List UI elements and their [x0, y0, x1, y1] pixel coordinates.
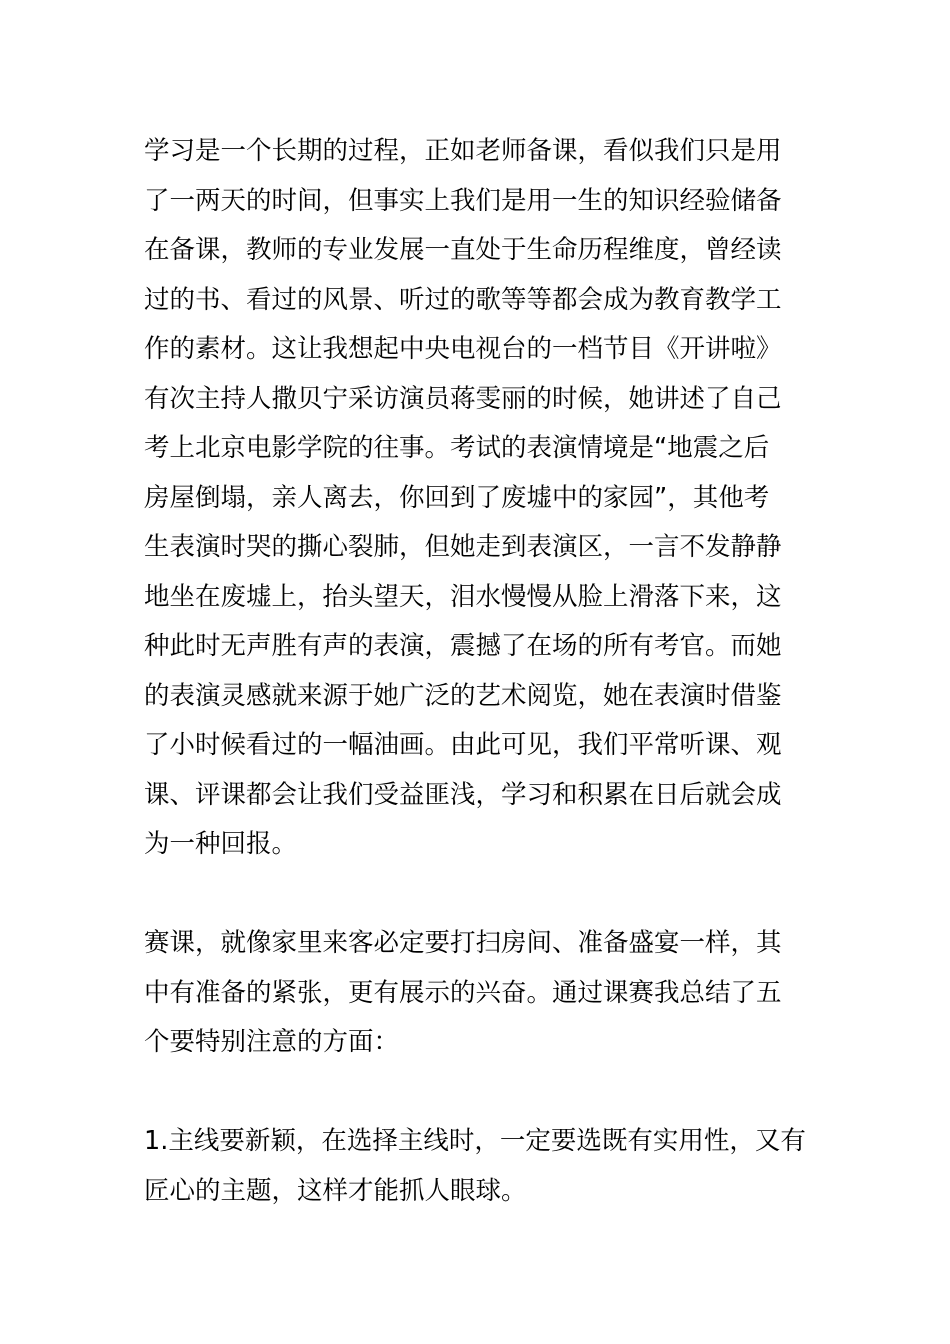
text-line: 的表演灵感就来源于她广泛的艺术阅览，她在表演时借鉴 — [144, 680, 782, 711]
text-line: 房屋倒塌，亲人离去，你回到了废墟中的家园”，其他考 — [144, 482, 770, 513]
text-line: 考上北京电影学院的往事。考试的表演情境是“地震之后 — [144, 433, 770, 463]
paragraph-point-1 — [144, 1117, 808, 1216]
text-line: 过的书、看过的风景、听过的歌等等都会成为教育教学工 — [144, 284, 782, 315]
document-body — [144, 127, 808, 1216]
paragraph-competition — [144, 919, 808, 1068]
paragraph-spacer — [144, 1068, 808, 1118]
text-line: 课、评课都会让我们受益匪浅，学习和积累在日后就会成 — [144, 779, 782, 810]
text-line: 了一两天的时间，但事实上我们是用一生的知识经验储备 — [144, 185, 782, 216]
text-line: 生表演时哭的撕心裂肺，但她走到表演区，一言不发静静 — [144, 532, 782, 562]
text-line: 作的素材。这让我想起中央电视台的一档节目《开讲啦》 — [144, 334, 782, 364]
text-line: 学习是一个长期的过程，正如老师备课，看似我们只是用 — [144, 136, 782, 166]
text-line: 匠心的主题，这样才能抓人眼球。 — [144, 1175, 527, 1206]
text-line: 1.主线要新颖，在选择主线时，一定要选既有实用性，又有 — [144, 1126, 806, 1156]
text-line: 种此时无声胜有声的表演，震撼了在场的所有考官。而她 — [144, 631, 782, 661]
paragraph-learning — [144, 127, 808, 870]
text-line: 地坐在废墟上，抬头望天，泪水慢慢从脸上滑落下来，这 — [144, 581, 782, 612]
text-line: 了小时候看过的一幅油画。由此可见，我们平常听课、观 — [144, 730, 782, 760]
text-line: 个要特别注意的方面： — [144, 1027, 400, 1057]
text-line: 为一种回报。 — [144, 829, 298, 859]
text-line: 在备课，教师的专业发展一直处于生命历程维度，曾经读 — [144, 235, 782, 265]
text-line: 赛课，就像家里来客必定要打扫房间、准备盛宴一样，其 — [144, 928, 782, 958]
paragraph-spacer — [144, 870, 808, 920]
text-line: 中有准备的紧张，更有展示的兴奋。通过课赛我总结了五 — [144, 977, 782, 1008]
text-line: 有次主持人撒贝宁采访演员蒋雯丽的时候，她讲述了自己 — [144, 383, 782, 414]
